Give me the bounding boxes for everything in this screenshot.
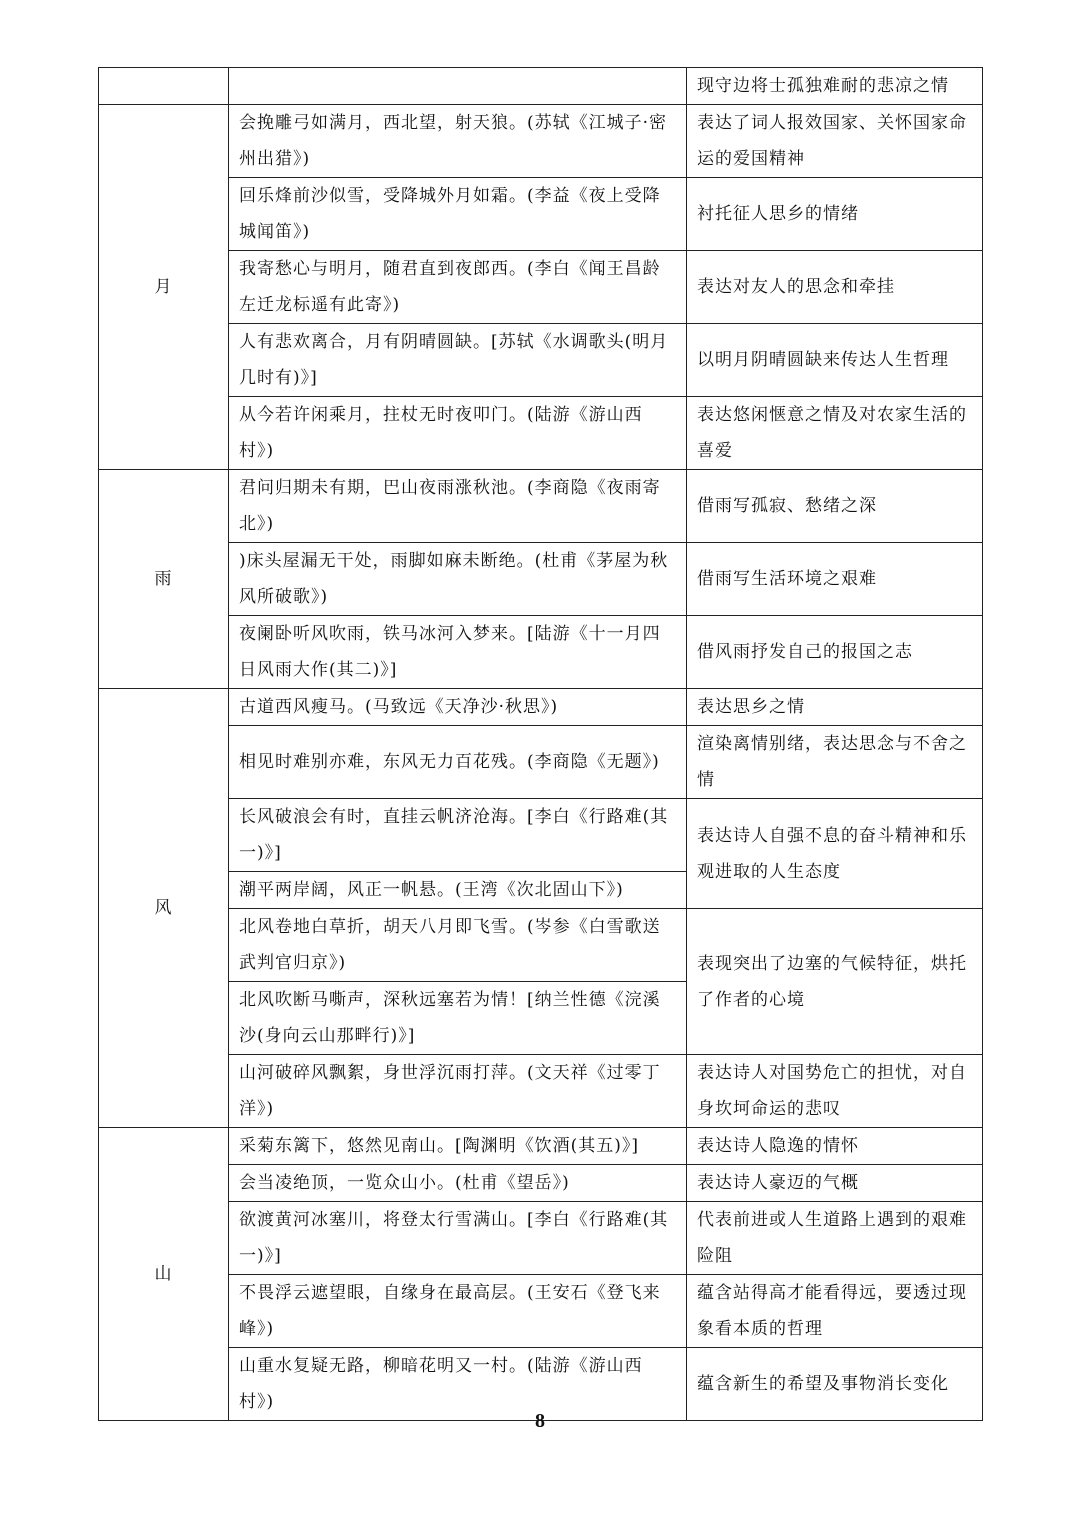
verse-cell: 回乐烽前沙似雪，受降城外月如霜。(李益《夜上受降城闻笛》) <box>229 178 687 251</box>
meaning-cell: 表现突出了边塞的气候特征，烘托了作者的心境 <box>687 909 983 1055</box>
poem-imagery-table <box>98 67 983 1421</box>
verse-cell: 山重水复疑无路，柳暗花明又一村。(陆游《游山西村》) <box>229 1348 687 1421</box>
meaning-cell: 借雨写孤寂、愁绪之深 <box>687 470 983 543</box>
category-cell <box>99 68 229 105</box>
meaning-cell: 表达诗人豪迈的气概 <box>687 1165 983 1202</box>
verse-cell: 相见时难别亦难，东风无力百花残。(李商隐《无题》) <box>229 726 687 799</box>
verse-cell: 长风破浪会有时，直挂云帆济沧海。[李白《行路难(其一)》] <box>229 799 687 872</box>
meaning-cell: 借雨写生活环境之艰难 <box>687 543 983 616</box>
meaning-cell: 借风雨抒发自己的报国之志 <box>687 616 983 689</box>
meaning-cell: 表达对友人的思念和牵挂 <box>687 251 983 324</box>
meaning-cell: 蕴含站得高才能看得远，要透过现象看本质的哲理 <box>687 1275 983 1348</box>
meaning-cell: 表达思乡之情 <box>687 689 983 726</box>
table-row <box>99 251 983 324</box>
verse-cell: 北风卷地白草折，胡天八月即飞雪。(岑参《白雪歌送武判官归京》) <box>229 909 687 982</box>
meaning-cell: 表达了词人报效国家、关怀国家命运的爱国精神 <box>687 105 983 178</box>
table-row <box>99 470 983 543</box>
table-row <box>99 909 983 982</box>
meaning-cell: 蕴含新生的希望及事物消长变化 <box>687 1348 983 1421</box>
meaning-cell: 表达诗人自强不息的奋斗精神和乐观进取的人生态度 <box>687 799 983 909</box>
verse-cell: 不畏浮云遮望眼，自缘身在最高层。(王安石《登飞来峰》) <box>229 1275 687 1348</box>
verse-cell: 北风吹断马嘶声，深秋远塞若为情！[纳兰性德《浣溪沙(身向云山那畔行)》] <box>229 982 687 1055</box>
meaning-cell: 表达诗人对国势危亡的担忧，对自身坎坷命运的悲叹 <box>687 1055 983 1128</box>
table-row <box>99 616 983 689</box>
table-row <box>99 1128 983 1165</box>
verse-cell: 我寄愁心与明月，随君直到夜郎西。(李白《闻王昌龄左迁龙标遥有此寄》) <box>229 251 687 324</box>
table-row <box>99 397 983 470</box>
verse-cell: )床头屋漏无干处，雨脚如麻未断绝。(杜甫《茅屋为秋风所破歌》) <box>229 543 687 616</box>
meaning-cell: 代表前进或人生道路上遇到的艰难险阻 <box>687 1202 983 1275</box>
meaning-cell: 以明月阴晴圆缺来传达人生哲理 <box>687 324 983 397</box>
verse-cell: 欲渡黄河冰塞川，将登太行雪满山。[李白《行路难(其一)》] <box>229 1202 687 1275</box>
verse-cell: 会当凌绝顶，一览众山小。(杜甫《望岳》) <box>229 1165 687 1202</box>
verse-cell: 夜阑卧听风吹雨，铁马冰河入梦来。[陆游《十一月四日风雨大作(其二)》] <box>229 616 687 689</box>
page-number: 8 <box>535 1410 545 1432</box>
table-row <box>99 543 983 616</box>
table-row <box>99 799 983 872</box>
verse-cell <box>229 68 687 105</box>
meaning-cell: 现守边将士孤独难耐的悲凉之情 <box>687 68 983 105</box>
table-row <box>99 178 983 251</box>
table-row <box>99 68 983 105</box>
verse-cell: 潮平两岸阔，风正一帆悬。(王湾《次北固山下》) <box>229 872 687 909</box>
meaning-cell: 衬托征人思乡的情绪 <box>687 178 983 251</box>
table-row <box>99 1275 983 1348</box>
verse-cell: 人有悲欢离合，月有阴晴圆缺。[苏轼《水调歌头(明月几时有)》] <box>229 324 687 397</box>
table-row <box>99 689 983 726</box>
table-row <box>99 105 983 178</box>
table-row <box>99 1202 983 1275</box>
verse-cell: 古道西风瘦马。(马致远《天净沙·秋思》) <box>229 689 687 726</box>
verse-cell: 会挽雕弓如满月，西北望，射天狼。(苏轼《江城子·密州出猎》) <box>229 105 687 178</box>
verse-cell: 山河破碎风飘絮，身世浮沉雨打萍。(文天祥《过零丁洋》) <box>229 1055 687 1128</box>
category-cell-rain: 雨 <box>99 470 229 689</box>
verse-cell: 从今若许闲乘月，拄杖无时夜叩门。(陆游《游山西村》) <box>229 397 687 470</box>
table-row <box>99 324 983 397</box>
verse-cell: 君问归期未有期，巴山夜雨涨秋池。(李商隐《夜雨寄北》) <box>229 470 687 543</box>
meaning-cell: 渲染离情别绪，表达思念与不舍之情 <box>687 726 983 799</box>
table-row <box>99 1165 983 1202</box>
verse-cell: 采菊东篱下，悠然见南山。[陶渊明《饮酒(其五)》] <box>229 1128 687 1165</box>
category-cell-mountain: 山 <box>99 1128 229 1421</box>
category-cell-moon: 月 <box>99 105 229 470</box>
category-cell-wind: 风 <box>99 689 229 1128</box>
meaning-cell: 表达悠闲惬意之情及对农家生活的喜爱 <box>687 397 983 470</box>
table-row <box>99 726 983 799</box>
meaning-cell: 表达诗人隐逸的情怀 <box>687 1128 983 1165</box>
table-row <box>99 1055 983 1128</box>
